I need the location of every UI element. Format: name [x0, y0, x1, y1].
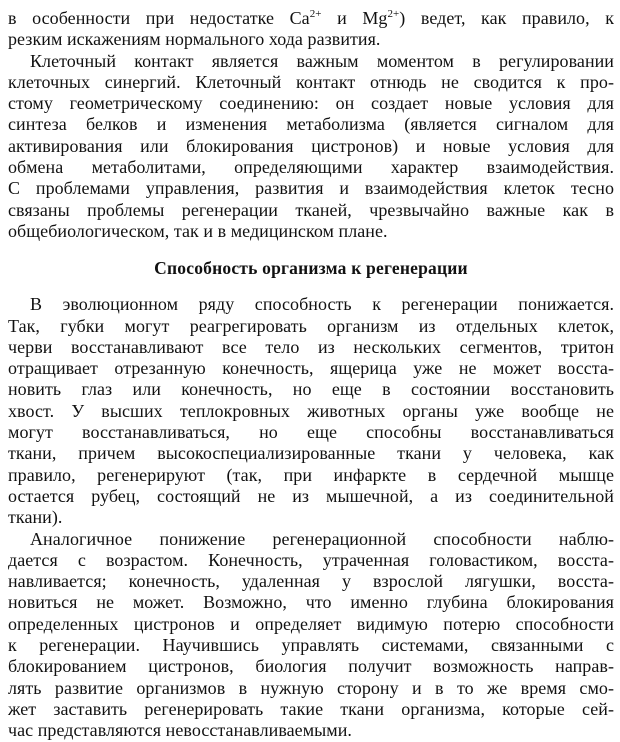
text-line: В эволюционном ряду способность к регенерации понижается.: [30, 294, 614, 315]
text-line: определенных цистронов и определяет видимую потерю способности: [8, 613, 614, 634]
text-line: С проблемами управления, развития и взаимодействия клеток тесно: [8, 178, 614, 199]
text-line: черви восстанавливают все тело из нескольких сегментов, тритон: [8, 336, 614, 357]
text-line: лять развитие организмов в нужную сторону и в то же время смо-: [8, 677, 614, 698]
text-line: Клеточный контакт является важным моментом в регулировании: [30, 50, 614, 71]
document-page: [8, 8, 614, 742]
text-line: новиться не может. Возможно, что именно глубина блокирования: [8, 592, 614, 613]
text-line: жет заставить регенерировать такие ткани организма, которые сей-: [8, 698, 614, 719]
text-line: [8, 8, 614, 29]
text-line: к регенерации. Научившись управлять системами, связанными с: [8, 635, 614, 656]
text-line: дается с возрастом. Конечность, утраченная головастиком, восста-: [8, 549, 614, 570]
text-line: час представляются невосстанавливаемыми.: [8, 720, 352, 741]
superscript-charge: 2+: [309, 8, 322, 20]
text-line: Так, губки могут реагрегировать организм из отдельных клеток,: [8, 315, 614, 336]
text-fragment: в особенности при недостатке Ca: [8, 8, 310, 28]
text-line: ткани, причем высокоспециализированные ткани у человека, как: [8, 443, 614, 464]
paragraph-intro-continuation: [8, 8, 614, 51]
paragraph-cell-contact: [8, 51, 614, 243]
text-line: могут восстанавливаться, но еще способны восстанавливаться: [8, 422, 614, 443]
text-line: блокированием цистронов, биология получит возможность направ-: [8, 656, 614, 677]
section-heading: Способность организма к регенерации: [154, 258, 468, 279]
text-line: общебиологическом, так и в медицинском плане.: [8, 220, 388, 241]
text-line: ткани).: [8, 507, 63, 528]
text-line: обмена метаболитами, определяющими характер взаимодействия.: [8, 157, 614, 178]
text-line: новить глаз или конечность, но еще в состоянии восстановить: [8, 379, 614, 400]
text-fragment: ) ведет, как правило, к: [399, 8, 614, 28]
text-fragment: и Mg: [321, 8, 388, 28]
text-line: правило, регенерируют (так, при инфаркте в сердечной мышце: [8, 464, 614, 485]
text-line: отращивает отрезанную конечность, ящерица уже не может восста-: [8, 358, 614, 379]
paragraph-regeneration-age: [8, 529, 614, 742]
text-line: активирования или блокирования цистронов) и новые условия для: [8, 135, 614, 156]
text-line: остается рубец, состоящий не из мышечной, а из соединительной: [8, 485, 614, 506]
text-line: резким искажениям нормального хода развития.: [8, 29, 381, 50]
paragraph-regeneration-evolution: [8, 294, 614, 528]
text-line: стому геометрическому соединению: он создает новые условия для: [8, 93, 614, 114]
text-line: навливается; конечность, удаленная у взрослой лягушки, восста-: [8, 571, 614, 592]
text-line: хвост. У высших теплокровных животных органы уже вообще не: [8, 400, 614, 421]
text-line: связаны проблемы регенерации тканей, чрезвычайно важные как в: [8, 199, 614, 220]
text-line: Аналогичное понижение регенерационной способности наблю-: [30, 528, 614, 549]
text-line: клеточных синергий. Клеточный контакт отнюдь не сводится к про-: [8, 71, 614, 92]
superscript-charge: 2+: [387, 8, 400, 20]
text-line: синтеза белков и изменения метаболизма (является сигналом для: [8, 114, 614, 135]
